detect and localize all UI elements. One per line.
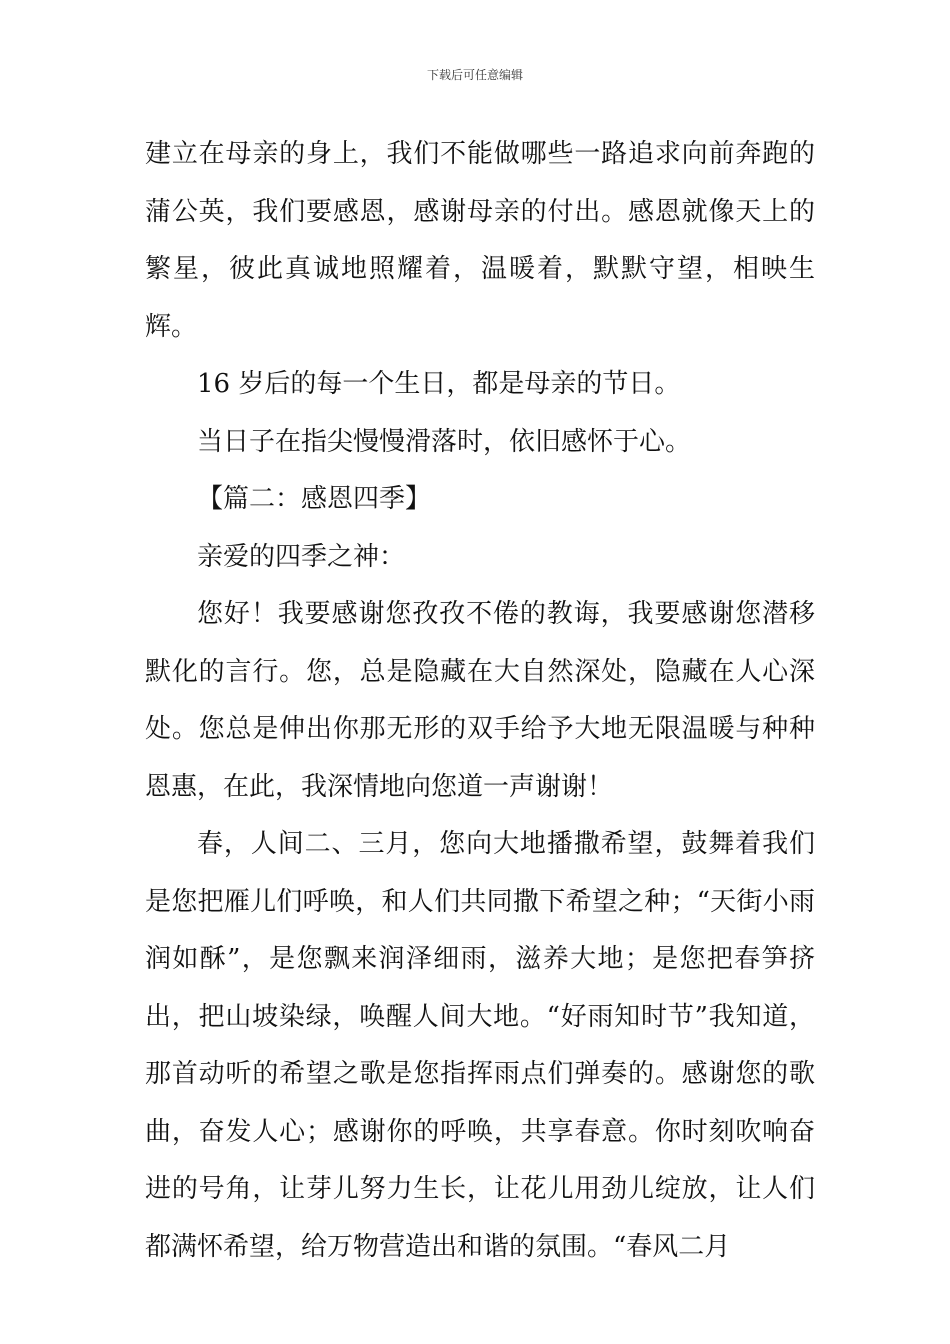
paragraph-7: 春，人间二、三月，您向大地播撒希望，鼓舞着我们是您把雁儿们呼唤，和人们共同撒下希望之种；“天街小雨润如酥”，是您飘来润泽细雨，滋养大地；是您把春笋挤出，把山坡染绿，唤醒人间大地。“好雨知时节”我知道，那首动听的希望之歌是您指挥雨点们弹奏的。感谢您的歌曲，奋发人心；感谢你的呼唤，共享春意。你时刻吹响奋进的号角，让芽儿努力生长，让花儿用劲儿绽放，让人们都满怀希望，给万物营造出和谐的氛围。“春风二月 [145, 829, 815, 1262]
document-body [145, 126, 815, 1276]
paragraph-3: 当日子在指尖慢慢滑落时，依旧感怀于心。 [197, 426, 692, 457]
paragraph-2: 16 岁后的每一个生日，都是母亲的节日。 [197, 369, 681, 399]
section-heading: 【篇二：感恩四季】 [197, 484, 432, 514]
salutation: 亲爱的四季之神： [197, 541, 406, 572]
paragraph-1: 建立在母亲的身上，我们不能做哪些一路追求向前奔跑的蒲公英，我们要感恩，感谢母亲的付出。感恩就像天上的繁星，彼此真诚地照耀着，温暖着，默默守望，相映生辉。 [145, 139, 815, 342]
page-header: 下载后可任意编辑 [426, 68, 523, 82]
paragraph-6: 您好！我要感谢您孜孜不倦的教诲，我要感谢您潜移默化的言行。您，总是隐藏在大自然深处，隐藏在人心深处。您总是伸出你那无形的双手给予大地无限温暖与种种恩惠，在此，我深情地向您道一声谢谢！ [145, 599, 815, 802]
